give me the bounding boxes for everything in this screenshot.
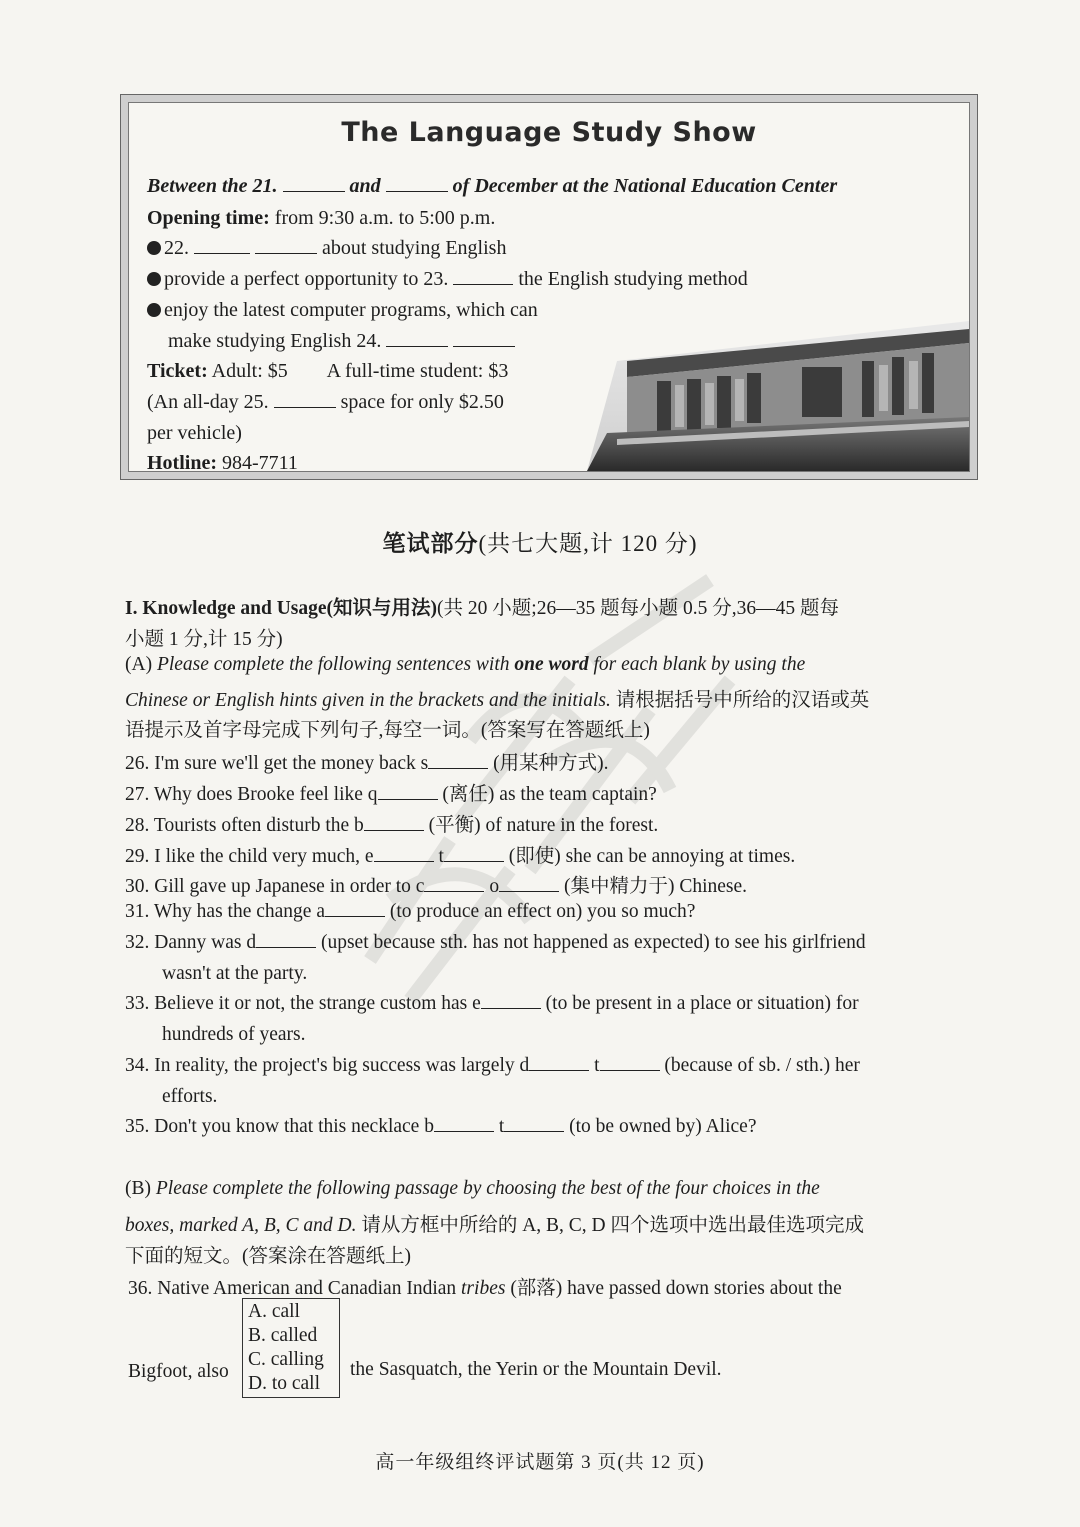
question-36 xyxy=(128,1272,842,1300)
ad-ticket-line xyxy=(147,360,508,383)
ticket-label: Ticket: xyxy=(147,360,208,382)
q27-blank xyxy=(378,785,438,800)
q35-hint: (to be owned by) Alice? xyxy=(569,1116,757,1137)
part-a-label: (A) xyxy=(125,654,153,675)
q32-blank xyxy=(256,933,316,948)
bullet-24-text: enjoy the latest computer programs, which can xyxy=(164,299,538,321)
q34-blank-2 xyxy=(600,1056,660,1071)
question-35 xyxy=(125,1116,756,1138)
q34-text: 34. In reality, the project's big success was largely d xyxy=(125,1055,530,1076)
question-28 xyxy=(125,809,658,837)
q28-text: 28. Tourists often disturb the b xyxy=(125,815,364,836)
question-30 xyxy=(125,870,747,898)
q33-blank xyxy=(481,994,541,1009)
q35-blank-2 xyxy=(504,1117,564,1132)
q36-text-rest: (部落) have passed down stories about the xyxy=(510,1278,842,1299)
blank-21b xyxy=(386,175,448,192)
q27-text: 27. Why does Brooke feel like q xyxy=(125,784,378,805)
parking-prefix: (An all-day 25. xyxy=(147,391,269,413)
q31-text: 31. Why has the change a xyxy=(125,901,325,922)
bullet-icon xyxy=(147,272,161,286)
ad-parking-line xyxy=(147,391,504,414)
part1-title-line2: 小题 1 分,计 15 分) xyxy=(125,629,283,650)
q33-hint: (to be present in a place or situation) for xyxy=(545,993,859,1014)
q30-text: 30. Gill gave up Japanese in order to c xyxy=(125,876,425,897)
choice-c[interactable]: C. calling xyxy=(248,1349,324,1370)
ad-bullet-22 xyxy=(147,237,506,260)
q32-text: 32. Danny was d xyxy=(125,932,257,953)
q34-blank-1 xyxy=(529,1056,589,1071)
q30-initial-2: o xyxy=(489,876,500,897)
ticket-student: A full-time student: $3 xyxy=(326,360,509,382)
part1-title-bold: I. Knowledge and Usage xyxy=(125,598,327,619)
education-center-photo xyxy=(587,321,969,471)
blank-21a xyxy=(283,175,345,192)
q26-hint: (用某种方式). xyxy=(493,753,609,774)
parking-cont: per vehicle) xyxy=(147,422,242,444)
q29-initial-2: t xyxy=(438,846,444,867)
part-b-line1-italic: Please complete the following passage by choosing the best of the four choices in the xyxy=(155,1178,820,1199)
opening-label: Opening time: xyxy=(147,207,270,229)
ad-dates-suffix: of December at the National Education Center xyxy=(452,175,838,197)
blank-22a xyxy=(194,237,250,254)
blank-23 xyxy=(453,268,513,285)
q29-blank-2 xyxy=(444,847,504,862)
ad-title: The Language Study Show xyxy=(341,117,757,148)
ad-bullet-24-cont xyxy=(168,330,515,353)
question-34 xyxy=(125,1055,860,1077)
ad-opening-line xyxy=(147,207,495,230)
bullet-23-text: provide a perfect opportunity to 23. xyxy=(164,268,449,290)
ad-dates-and: and xyxy=(349,175,381,197)
part-b-instructions-3: 下面的短文。(答案涂在答题纸上) xyxy=(125,1246,411,1267)
q35-blank-1 xyxy=(434,1117,494,1132)
blank-22b xyxy=(255,237,317,254)
q30-blank-2 xyxy=(499,877,559,892)
q29-hint: (即使) she can be annoying at times. xyxy=(508,846,796,867)
hotline-label: Hotline: xyxy=(147,452,217,474)
question-33 xyxy=(125,993,859,1015)
part-a-line1-italic: Please complete the following sentences with xyxy=(156,654,510,675)
q36-text: 36. Native American and Canadian Indian xyxy=(128,1278,457,1299)
question-34-cont: efforts. xyxy=(162,1086,218,1107)
q36-italic-word: tribes xyxy=(461,1278,506,1299)
q26-text: 26. I'm sure we'll get the money back s xyxy=(125,753,429,774)
section-heading-rest: (共七大题,计 120 分) xyxy=(478,531,698,556)
q32-hint: (upset because sth. has not happened as expected) to see his girlfriend xyxy=(320,932,866,953)
part-b-label: (B) xyxy=(125,1178,151,1199)
q33-text: 33. Believe it or not, the strange custom has e xyxy=(125,993,481,1014)
question-31 xyxy=(125,901,695,923)
bullet-24-cont-text: make studying English 24. xyxy=(168,330,382,352)
q30-blank-1 xyxy=(424,877,484,892)
question-32 xyxy=(125,932,866,954)
ad-dates-prefix: Between the 21. xyxy=(147,175,278,197)
part-a-line2-italic: Chinese or English hints given in the brackets and the initials. xyxy=(125,690,611,711)
part-b-line2-cn: 请从方框中所给的 A, B, C, D 四个选项中选出最佳选项完成 xyxy=(361,1215,865,1236)
section-heading-bold: 笔试部分 xyxy=(382,531,479,556)
section-heading xyxy=(0,525,1080,558)
q29-text: 29. I like the child very much, e xyxy=(125,846,374,867)
question-29 xyxy=(125,840,795,868)
part-b-instructions-2 xyxy=(125,1209,864,1237)
bullet-22-num: 22. xyxy=(164,237,189,259)
q35-text: 35. Don't you know that this necklace b xyxy=(125,1116,434,1137)
part-a-instructions-1 xyxy=(125,654,805,676)
part-b-instructions-1 xyxy=(125,1178,820,1200)
opening-value: from 9:30 a.m. to 5:00 p.m. xyxy=(274,207,496,229)
ad-bullet-24 xyxy=(147,299,538,322)
q35-initial-2: t xyxy=(498,1116,505,1137)
choice-b[interactable]: B. called xyxy=(248,1325,318,1346)
ticket-adult: Adult: $5 xyxy=(211,360,288,382)
choice-a[interactable]: A. call xyxy=(248,1301,300,1322)
ad-bullet-23 xyxy=(147,268,748,291)
ad-hotline-line xyxy=(147,452,298,475)
ad-box xyxy=(120,94,978,480)
part-a-line1-bold: one word xyxy=(514,654,589,675)
q36-choice-box xyxy=(242,1298,340,1398)
q29-blank-1 xyxy=(374,847,434,862)
blank-25 xyxy=(274,391,336,408)
q30-hint: (集中精力于) Chinese. xyxy=(563,876,748,897)
part-a-instructions-2 xyxy=(125,684,869,712)
q28-blank xyxy=(364,816,424,831)
hotline-value: 984-7711 xyxy=(222,452,298,474)
part1-title-rest: (共 20 小题;26—35 题每小题 0.5 分,36—45 题每 xyxy=(437,598,839,619)
part-a-line1-italic2: for each blank by using the xyxy=(593,654,806,675)
q34-hint: (because of sb. / sth.) her xyxy=(664,1055,860,1076)
bullet-22-text: about studying English xyxy=(322,237,507,259)
ad-parking-cont xyxy=(147,422,242,445)
q36-before-box: Bigfoot, also xyxy=(128,1361,229,1382)
q31-blank xyxy=(325,902,385,917)
question-33-cont: hundreds of years. xyxy=(162,1024,306,1045)
ad-dates-line xyxy=(147,175,837,198)
blank-24a xyxy=(386,330,448,347)
question-32-cont: wasn't at the party. xyxy=(162,963,308,984)
question-26 xyxy=(125,747,609,775)
choice-d[interactable]: D. to call xyxy=(248,1373,321,1394)
part1-title xyxy=(125,592,839,620)
part-a-line2-cn: 请根据括号中所给的汉语或英 xyxy=(615,690,870,711)
part1-title-cn: (知识与用法) xyxy=(326,598,438,619)
q34-initial-2: t xyxy=(594,1055,600,1076)
part-b-line2-italic: boxes, marked A, B, C and D. xyxy=(125,1215,357,1236)
parking-suffix: space for only $2.50 xyxy=(340,391,504,413)
question-27 xyxy=(125,778,657,806)
bullet-icon xyxy=(147,241,161,255)
blank-24b xyxy=(453,330,515,347)
q31-hint: (to produce an effect on) you so much? xyxy=(389,901,696,922)
q28-hint: (平衡) of nature in the forest. xyxy=(428,815,659,836)
page-footer: 高一年级组终评试题第 3 页(共 12 页) xyxy=(375,1452,705,1473)
q36-after-box: the Sasquatch, the Yerin or the Mountain Devil. xyxy=(350,1359,722,1380)
bullet-23-suffix: the English studying method xyxy=(518,268,748,290)
bullet-icon xyxy=(147,303,161,317)
q27-hint: (离任) as the team captain? xyxy=(442,784,657,805)
part-a-instructions-3: 语提示及首字母完成下列句子,每空一词。(答案写在答题纸上) xyxy=(125,720,650,741)
q26-blank xyxy=(428,754,488,769)
